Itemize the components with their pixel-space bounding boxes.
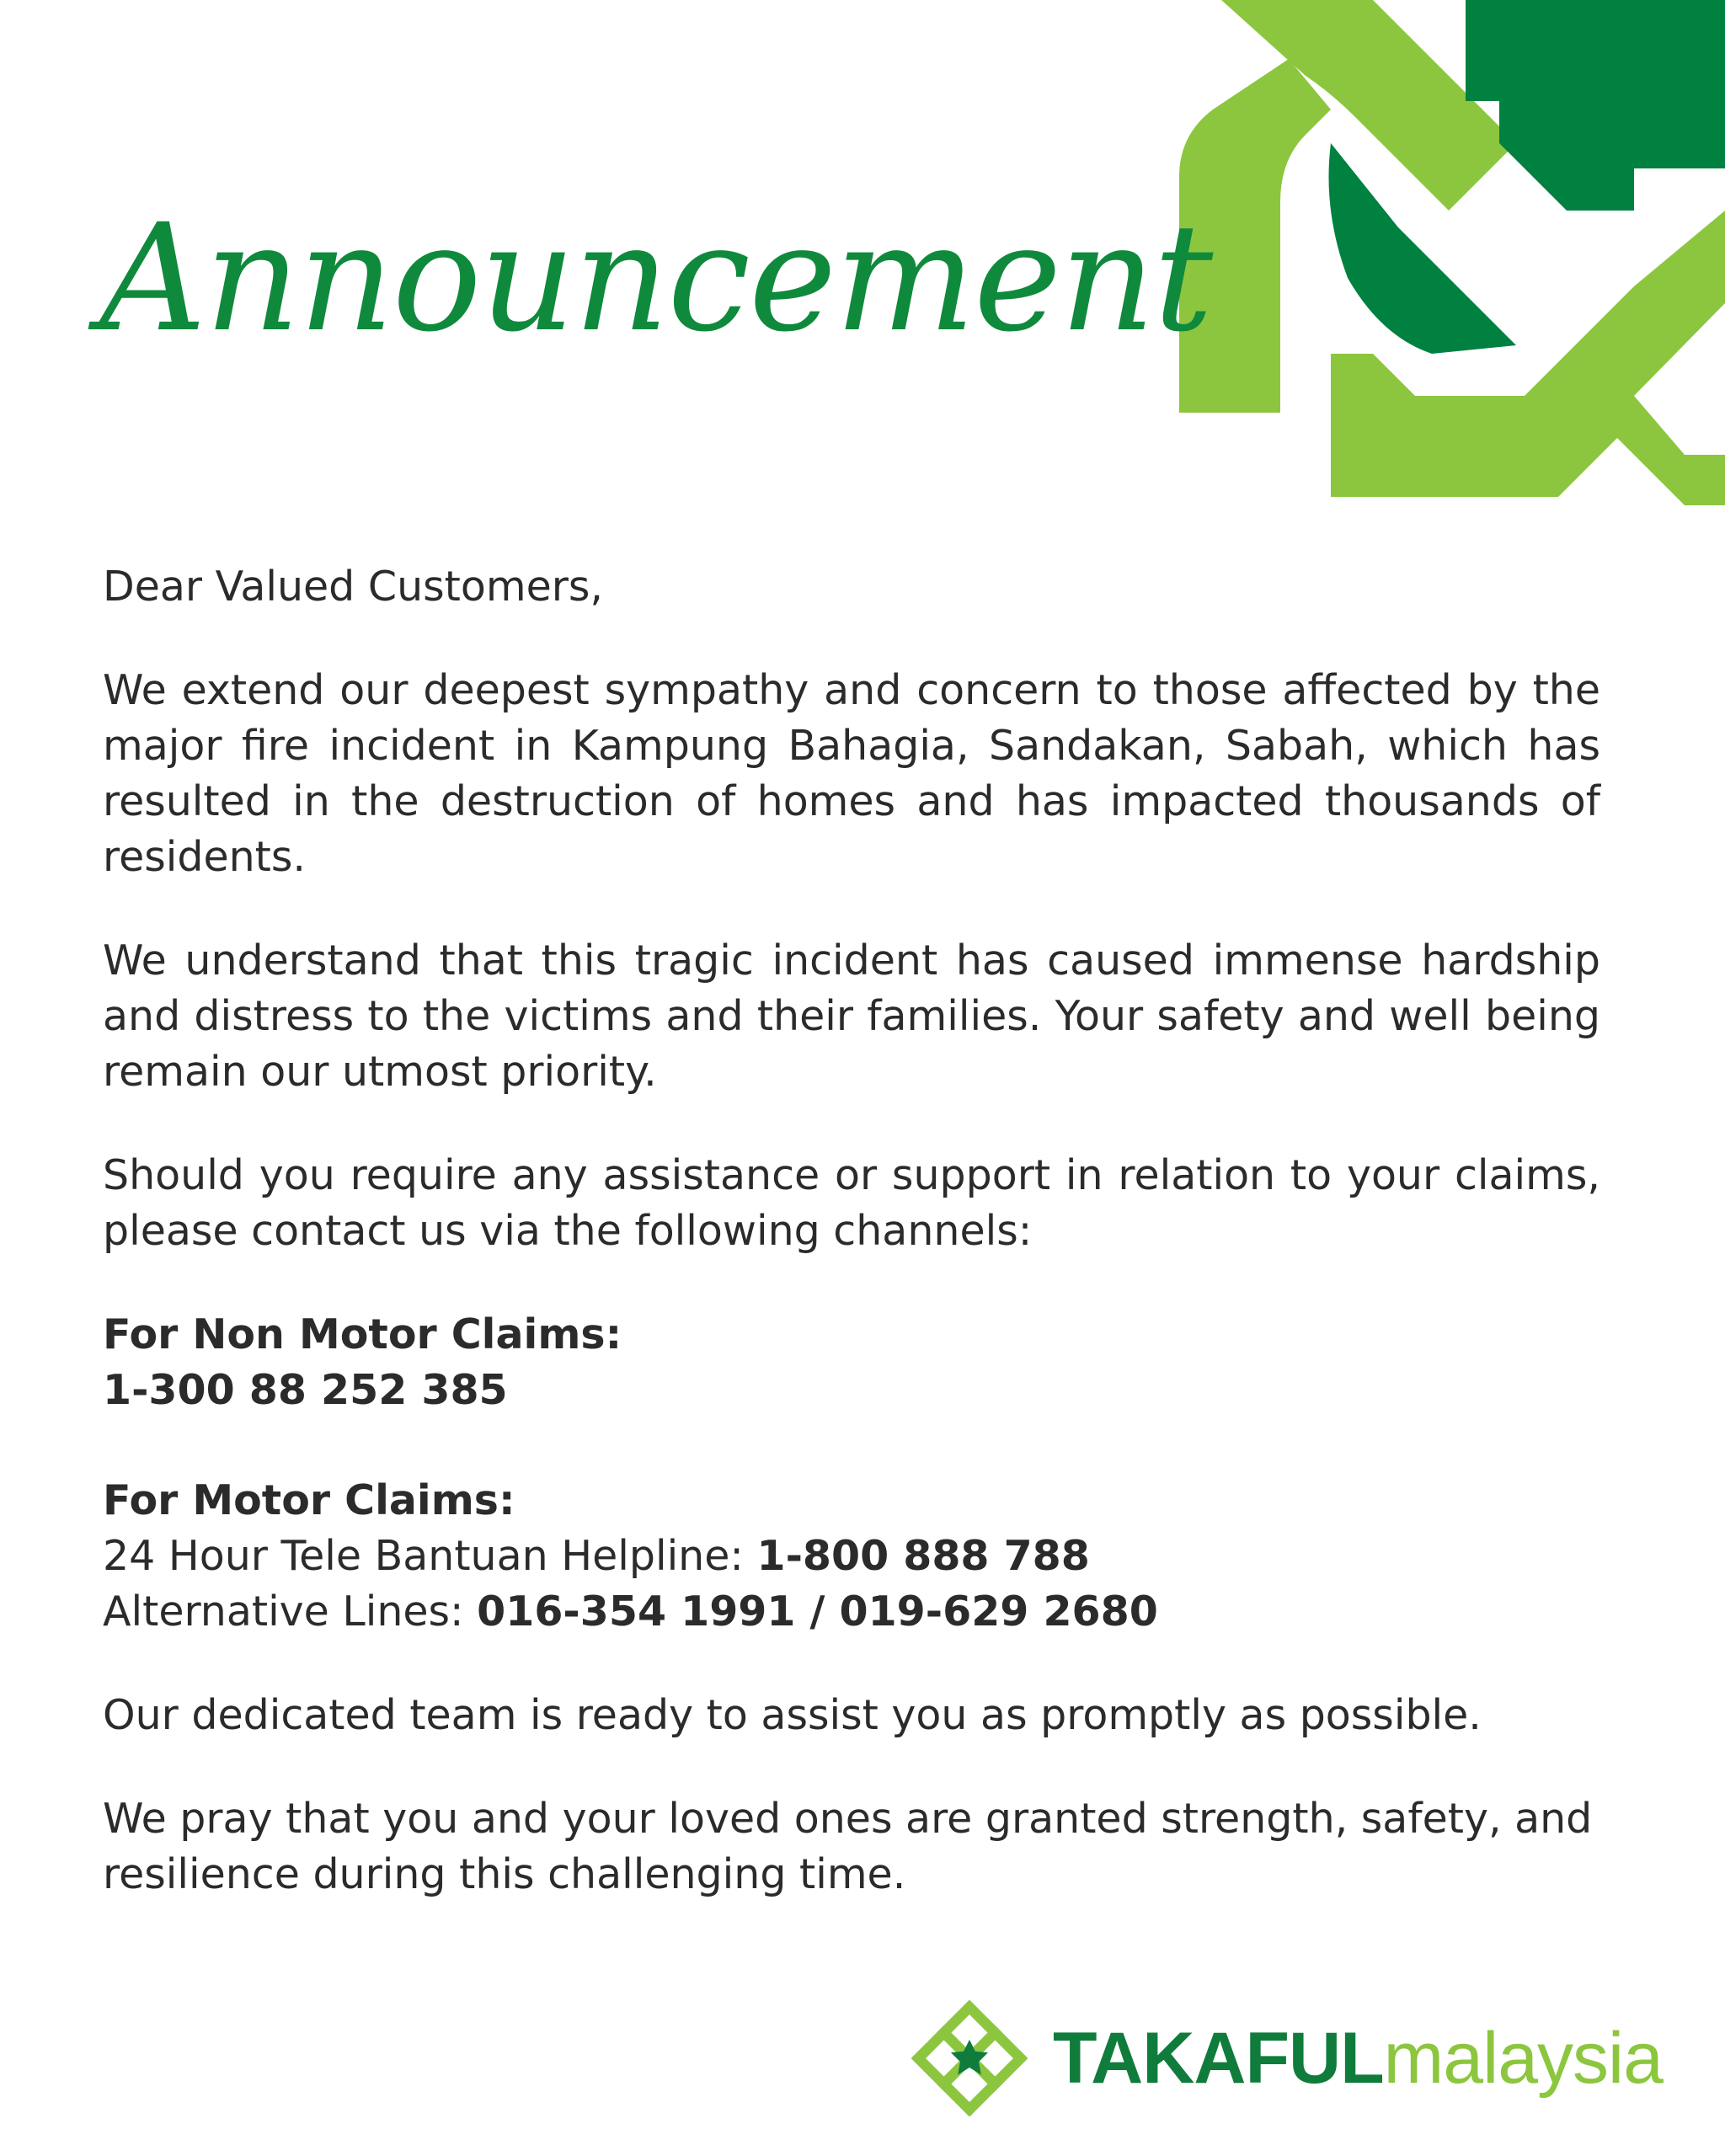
greeting: Dear Valued Customers, xyxy=(103,563,603,611)
corner-pattern-graphic xyxy=(1162,0,1725,505)
non-motor-heading: For Non Motor Claims: xyxy=(103,1310,622,1358)
closing-team: Our dedicated team is ready to assist you as promptly as possible. xyxy=(103,1691,1482,1739)
helpline-label: 24 Hour Tele Bantuan Helpline: xyxy=(103,1532,757,1580)
non-motor-claims-block xyxy=(103,1307,1600,1418)
brand-name xyxy=(1053,2018,1663,2099)
motor-claims-block xyxy=(103,1473,1600,1640)
helpline-line xyxy=(103,1529,1600,1584)
brand-malaysia: malaysia xyxy=(1383,2018,1663,2099)
alternative-lines-numbers[interactable]: 016-354 1991 / 019-629 2680 xyxy=(477,1588,1158,1636)
takaful-logo-mark xyxy=(911,2000,1028,2116)
motor-heading: For Motor Claims: xyxy=(103,1476,515,1524)
alternative-lines-label: Alternative Lines: xyxy=(103,1588,478,1636)
announcement-title: Announcement xyxy=(99,192,1212,365)
paragraph-hardship: We understand that this tragic incident has caused immense hardship and distress to the victims and their families. Your safety and well being remain our utmost priority. xyxy=(103,937,1600,1096)
announcement-body xyxy=(103,559,1600,1951)
brand-takaful: TAKAFUL xyxy=(1053,2018,1384,2099)
paragraph-contact: Should you require any assistance or support in relation to your claims, please contact us via the following channels: xyxy=(103,1151,1600,1255)
closing-prayer: We pray that you and your loved ones are granted strength, safety, and resilience during this challenging time. xyxy=(103,1795,1593,1898)
alternative-lines-line xyxy=(103,1584,1600,1640)
helpline-number[interactable]: 1-800 888 788 xyxy=(756,1532,1090,1580)
non-motor-phone[interactable]: 1-300 88 252 385 xyxy=(103,1366,508,1414)
takaful-malaysia-logo xyxy=(911,2000,1663,2116)
paragraph-sympathy: We extend our deepest sympathy and concern to those affected by the major fire incident in Kampung Bahagia, Sandakan, Sabah, which has resulted in the destruction of homes and has impacted thousands of residents. xyxy=(103,666,1600,881)
